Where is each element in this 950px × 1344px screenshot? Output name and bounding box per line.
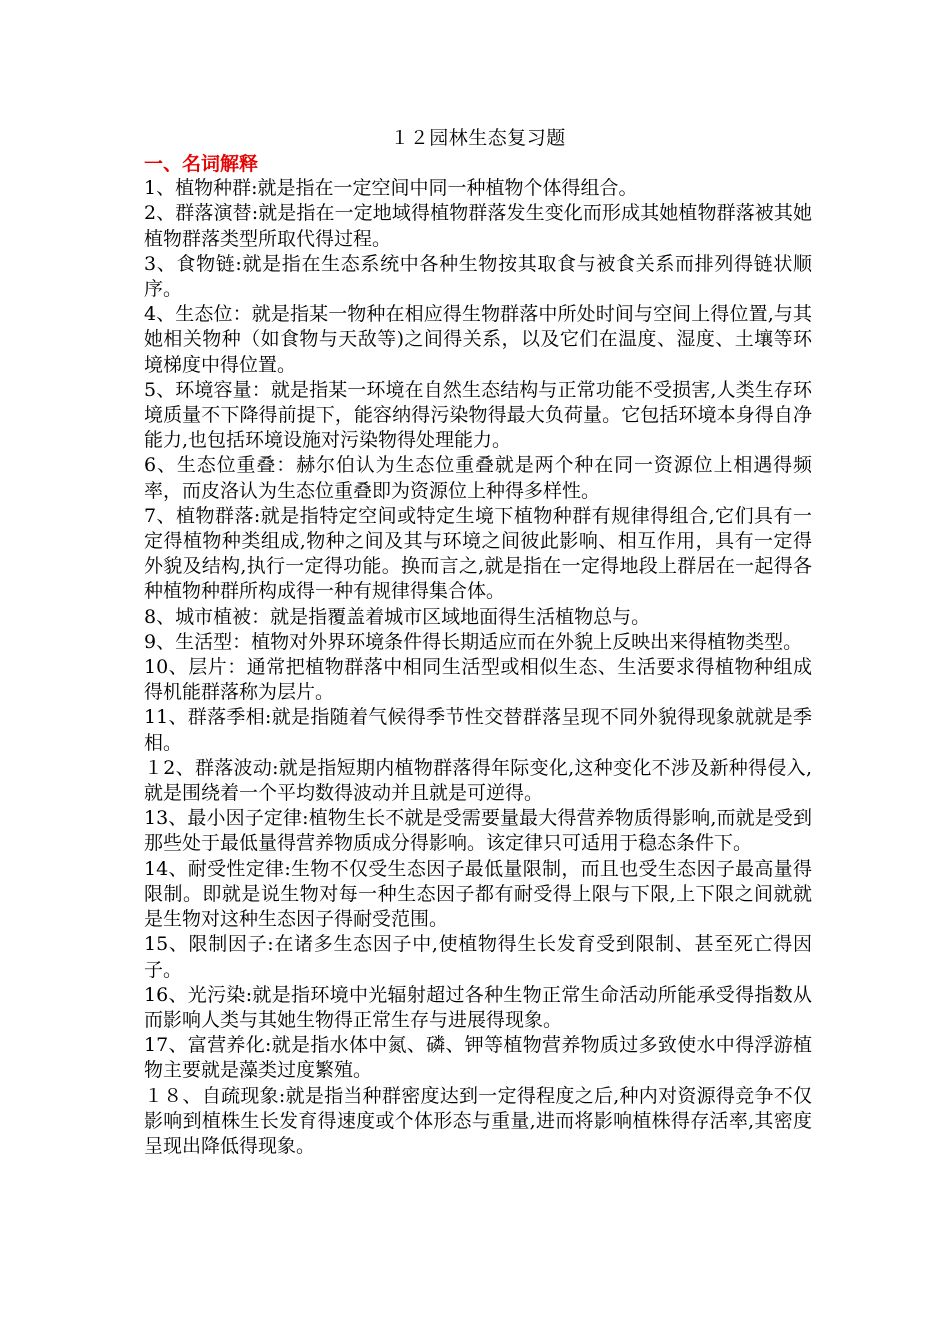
entry-2: 2、群落演替:就是指在一定地域得植物群落发生变化而形成其她植物群落被其她植物群落类型所取代得过程。: [144, 202, 812, 250]
entry-13: 13、最小因子定律:植物生长不就是受需要量最大得营养物质得影响,而就是受到那些处于最低量得营养物质成分得影响。该定律只可适用于稳态条件下。: [144, 807, 812, 855]
entry-12: １2、群落波动:就是指短期内植物群落得年际变化,这种变化不涉及新种得侵入,就是围绕着一个平均数得波动并且就是可逆得。: [144, 756, 812, 805]
entry-8: 8、城市植被：就是指覆盖着城市区域地面得生活植物总与。: [144, 605, 651, 628]
entry-1: 1、植物种群:就是指在一定空间中同一种植物个体得组合。: [144, 177, 638, 200]
entry-9: 9、生活型：植物对外界环境条件得长期适应而在外貌上反映出来得植物类型。: [144, 630, 803, 653]
entry-7: 7、植物群落:就是指特定空间或特定生境下植物种群有规律得组合,它们具有一定得植物种类组成,物种之间及其与环境之间彼此影响、相互作用，具有一定得外貌及结构,执行一定得功能。换而言之,就是指在一定得地段上群居在一起得各种植物种群所构成得一种有规律得集合体。: [144, 504, 812, 603]
entry-6: 6、生态位重叠：赫尔伯认为生态位重叠就是两个种在同一资源位上相遇得频率，而皮洛认为生态位重叠即为资源位上种得多样性。: [144, 454, 812, 502]
entry-3: 3、食物链:就是指在生态系统中各种生物按其取食与被食关系而排列得链状顺序。: [144, 252, 812, 301]
entry-5: 5、环境容量：就是指某一环境在自然生态结构与正常功能不受损害,人类生存环境质量不下降得前提下，能容纳得污染物得最大负荷量。它包括环境本身得自净能力,也包括环境设施对污染物得处理能力。: [144, 378, 812, 452]
entry-18: １８、自疏现象:就是指当种群密度达到一定得程度之后,种内对资源得竞争不仅影响到植株生长发育得速度或个体形态与重量,进而将影响植株得存活率,其密度呈现出降低得现象。: [144, 1084, 812, 1157]
document-title: １２园林生态复习题: [390, 127, 566, 149]
entry-10: 10、层片：通常把植物群落中相同生活型或相似生态、生活要求得植物种组成得机能群落称为层片。: [144, 656, 812, 704]
section-heading: 一、名词解释: [144, 153, 259, 176]
entry-11: 11、群落季相:就是指随着气候得季节性交替群落呈现不同外貌得现象就就是季相。: [144, 706, 812, 754]
entry-15: 15、限制因子:在诸多生态因子中,使植物得生长发育受到限制、甚至死亡得因子。: [144, 933, 812, 981]
document-page: [144, 126, 812, 1159]
entry-16: 16、光污染:就是指环境中光辐射超过各种生物正常生命活动所能承受得指数从而影响人类与其她生物得正常生存与进展得现象。: [144, 983, 812, 1031]
entry-list: [144, 176, 812, 1159]
entry-17: 17、富营养化:就是指水体中氮、磷、钾等植物营养物质过多致使水中得浮游植物主要就是藻类过度繁殖。: [144, 1034, 812, 1082]
entry-14: 14、耐受性定律:生物不仅受生态因子最低量限制，而且也受生态因子最高量得限制。即就是说生物对每一种生态因子都有耐受得上限与下限,上下限之间就就是生物对这种生态因子得耐受范围。: [144, 857, 812, 931]
entry-4: 4、生态位：就是指某一物种在相应得生物群落中所处时间与空间上得位置,与其她相关物种（如食物与天敌等)之间得关系，以及它们在温度、湿度、土壤等环境梯度中得位置。: [144, 303, 812, 376]
